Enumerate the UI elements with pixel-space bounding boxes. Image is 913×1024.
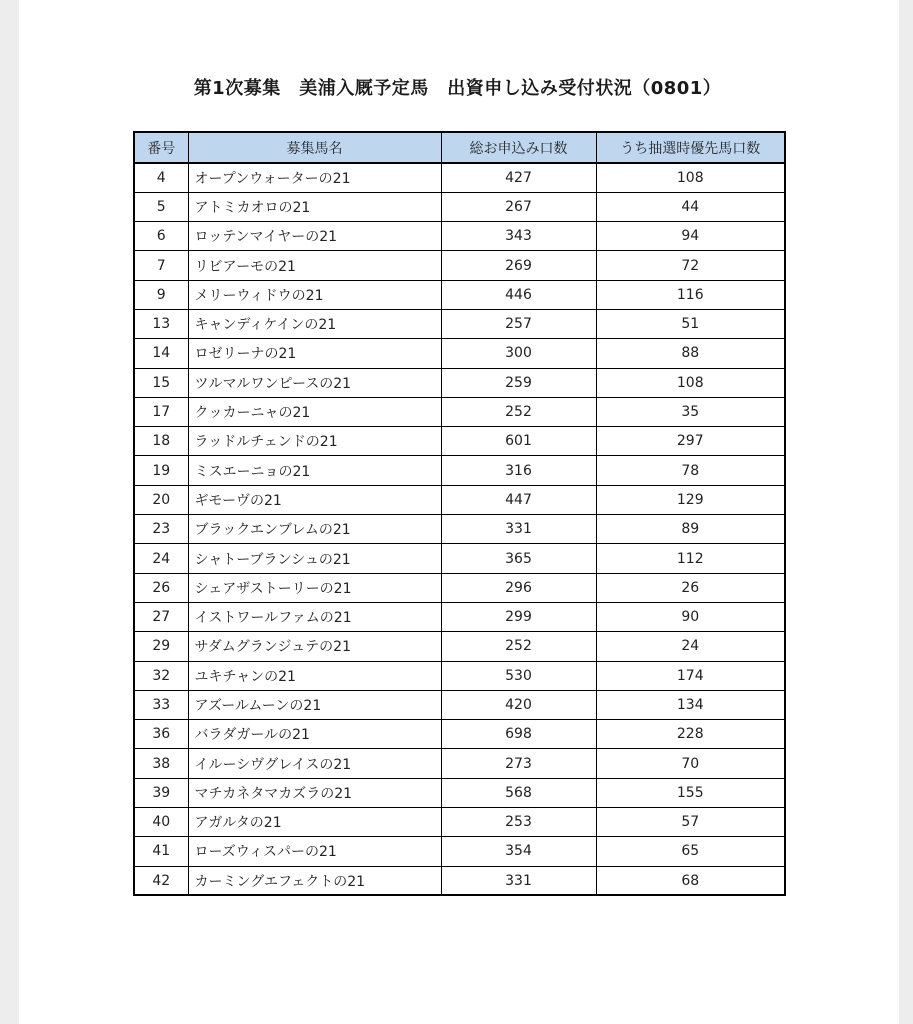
cell-number: 6 <box>134 222 188 251</box>
cell-number: 15 <box>134 368 188 397</box>
cell-number: 36 <box>134 720 188 749</box>
cell-total-applications: 331 <box>441 866 596 895</box>
cell-priority-applications: 108 <box>596 163 785 192</box>
cell-number: 42 <box>134 866 188 895</box>
table-row <box>134 544 785 573</box>
table-row <box>134 515 785 544</box>
cell-total-applications: 253 <box>441 808 596 837</box>
table-row <box>134 222 785 251</box>
table-row <box>134 192 785 221</box>
table-row <box>134 749 785 778</box>
cell-horse-name: アズールムーンの21 <box>188 690 441 719</box>
cell-total-applications: 365 <box>441 544 596 573</box>
application-status-table <box>133 131 786 896</box>
table-row <box>134 368 785 397</box>
cell-number: 33 <box>134 690 188 719</box>
cell-horse-name: カーミングエフェクトの21 <box>188 866 441 895</box>
table-row <box>134 632 785 661</box>
cell-number: 29 <box>134 632 188 661</box>
cell-number: 17 <box>134 397 188 426</box>
cell-priority-applications: 24 <box>596 632 785 661</box>
cell-priority-applications: 90 <box>596 602 785 631</box>
cell-total-applications: 269 <box>441 251 596 280</box>
table-row <box>134 808 785 837</box>
cell-horse-name: ミスエーニョの21 <box>188 456 441 485</box>
cell-priority-applications: 72 <box>596 251 785 280</box>
cell-number: 9 <box>134 280 188 309</box>
cell-priority-applications: 89 <box>596 515 785 544</box>
cell-priority-applications: 65 <box>596 837 785 866</box>
cell-horse-name: ロッテンマイヤーの21 <box>188 222 441 251</box>
cell-number: 5 <box>134 192 188 221</box>
cell-total-applications: 267 <box>441 192 596 221</box>
cell-horse-name: サダムグランジュテの21 <box>188 632 441 661</box>
cell-total-applications: 447 <box>441 485 596 514</box>
cell-priority-applications: 44 <box>596 192 785 221</box>
cell-priority-applications: 68 <box>596 866 785 895</box>
cell-priority-applications: 26 <box>596 573 785 602</box>
table-row <box>134 456 785 485</box>
cell-total-applications: 427 <box>441 163 596 192</box>
header-number: 番号 <box>134 132 188 163</box>
table-row <box>134 778 785 807</box>
table-row <box>134 427 785 456</box>
cell-horse-name: アガルタの21 <box>188 808 441 837</box>
cell-number: 23 <box>134 515 188 544</box>
cell-number: 24 <box>134 544 188 573</box>
cell-horse-name: イルーシヴグレイスの21 <box>188 749 441 778</box>
table-row <box>134 339 785 368</box>
cell-horse-name: シャトーブランシュの21 <box>188 544 441 573</box>
cell-total-applications: 252 <box>441 397 596 426</box>
header-total-applications: 総お申込み口数 <box>441 132 596 163</box>
cell-horse-name: リビアーモの21 <box>188 251 441 280</box>
cell-horse-name: アトミカオロの21 <box>188 192 441 221</box>
table-row <box>134 690 785 719</box>
cell-priority-applications: 155 <box>596 778 785 807</box>
cell-horse-name: ローズウィスパーの21 <box>188 837 441 866</box>
cell-number: 40 <box>134 808 188 837</box>
cell-total-applications: 446 <box>441 280 596 309</box>
cell-priority-applications: 134 <box>596 690 785 719</box>
cell-horse-name: メリーウィドウの21 <box>188 280 441 309</box>
cell-horse-name: ユキチャンの21 <box>188 661 441 690</box>
table-header-row <box>134 132 785 163</box>
cell-total-applications: 273 <box>441 749 596 778</box>
cell-priority-applications: 35 <box>596 397 785 426</box>
table-row <box>134 309 785 338</box>
cell-horse-name: オープンウォーターの21 <box>188 163 441 192</box>
cell-total-applications: 698 <box>441 720 596 749</box>
cell-number: 18 <box>134 427 188 456</box>
table-row <box>134 866 785 895</box>
cell-total-applications: 354 <box>441 837 596 866</box>
cell-total-applications: 316 <box>441 456 596 485</box>
table-row <box>134 485 785 514</box>
cell-total-applications: 331 <box>441 515 596 544</box>
cell-total-applications: 257 <box>441 309 596 338</box>
cell-priority-applications: 129 <box>596 485 785 514</box>
cell-priority-applications: 94 <box>596 222 785 251</box>
cell-priority-applications: 228 <box>596 720 785 749</box>
cell-total-applications: 420 <box>441 690 596 719</box>
cell-number: 14 <box>134 339 188 368</box>
table-row <box>134 602 785 631</box>
cell-total-applications: 300 <box>441 339 596 368</box>
cell-total-applications: 259 <box>441 368 596 397</box>
cell-total-applications: 296 <box>441 573 596 602</box>
cell-horse-name: キャンディケインの21 <box>188 309 441 338</box>
cell-number: 38 <box>134 749 188 778</box>
cell-total-applications: 568 <box>441 778 596 807</box>
cell-priority-applications: 70 <box>596 749 785 778</box>
cell-horse-name: クッカーニャの21 <box>188 397 441 426</box>
cell-priority-applications: 51 <box>596 309 785 338</box>
document-title: 第1次募集 美浦入厩予定馬 出資申し込み受付状況（0801） <box>193 78 722 99</box>
cell-number: 4 <box>134 163 188 192</box>
cell-priority-applications: 297 <box>596 427 785 456</box>
cell-priority-applications: 112 <box>596 544 785 573</box>
cell-number: 41 <box>134 837 188 866</box>
cell-number: 26 <box>134 573 188 602</box>
cell-priority-applications: 88 <box>596 339 785 368</box>
header-horse-name: 募集馬名 <box>188 132 441 163</box>
cell-number: 39 <box>134 778 188 807</box>
cell-horse-name: バラダガールの21 <box>188 720 441 749</box>
cell-horse-name: ブラックエンブレムの21 <box>188 515 441 544</box>
cell-total-applications: 252 <box>441 632 596 661</box>
cell-priority-applications: 108 <box>596 368 785 397</box>
table-row <box>134 397 785 426</box>
cell-horse-name: ギモーヴの21 <box>188 485 441 514</box>
cell-horse-name: イストワールファムの21 <box>188 602 441 631</box>
cell-total-applications: 530 <box>441 661 596 690</box>
table-row <box>134 280 785 309</box>
cell-number: 27 <box>134 602 188 631</box>
cell-total-applications: 343 <box>441 222 596 251</box>
table-row <box>134 661 785 690</box>
cell-horse-name: ロゼリーナの21 <box>188 339 441 368</box>
cell-horse-name: ツルマルワンピースの21 <box>188 368 441 397</box>
header-priority-applications: うち抽選時優先馬口数 <box>596 132 785 163</box>
table-row <box>134 573 785 602</box>
cell-total-applications: 601 <box>441 427 596 456</box>
cell-priority-applications: 116 <box>596 280 785 309</box>
cell-number: 7 <box>134 251 188 280</box>
cell-priority-applications: 174 <box>596 661 785 690</box>
cell-priority-applications: 57 <box>596 808 785 837</box>
cell-horse-name: シェアザストーリーの21 <box>188 573 441 602</box>
cell-total-applications: 299 <box>441 602 596 631</box>
table-row <box>134 163 785 192</box>
cell-number: 20 <box>134 485 188 514</box>
table-row <box>134 837 785 866</box>
table-row <box>134 720 785 749</box>
cell-number: 19 <box>134 456 188 485</box>
cell-horse-name: ラッドルチェンドの21 <box>188 427 441 456</box>
table-row <box>134 251 785 280</box>
cell-priority-applications: 78 <box>596 456 785 485</box>
cell-number: 13 <box>134 309 188 338</box>
cell-number: 32 <box>134 661 188 690</box>
cell-horse-name: マチカネタマカズラの21 <box>188 778 441 807</box>
table-body <box>134 163 785 895</box>
